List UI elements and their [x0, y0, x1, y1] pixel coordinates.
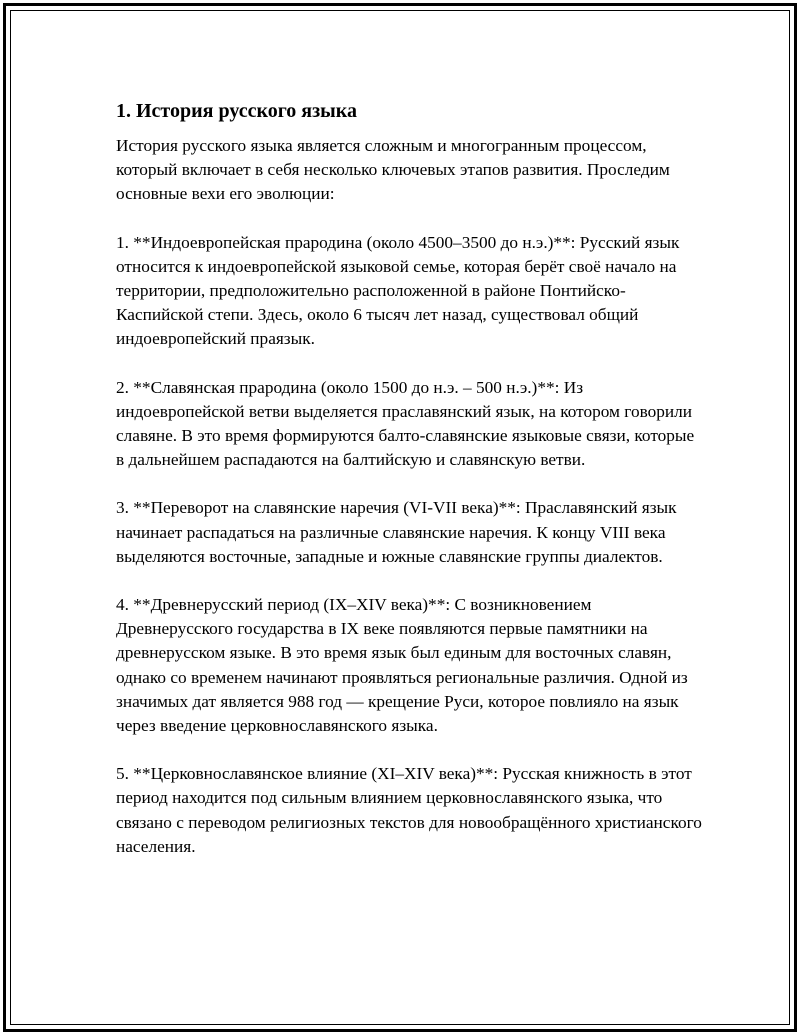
document-page — [3, 3, 797, 1032]
list-item-church-slavonic: 5. **Церковнославянское влияние (XI–XIV века)**: Русская книжность в этот период находится под сильным влиянием церковнославянского языка, что связано с переводом религиозных текстов для новообращённого христианского населения. — [116, 764, 702, 856]
list-item-old-russian: 4. **Древнерусский период (IX–XIV века)**: С возникновением Древнерусского государства в IX веке появляются первые памятники на древнерусском языке. В это время язык был единым для восточных славян, однако со временем начинают проявляться региональные различия. Одной из значимых дат является 988 год — крещение Руси, которое повлияло на язык через введение церковнославянского языка. — [116, 595, 688, 736]
list-item-slavic-homeland: 2. **Славянская прародина (около 1500 до н.э. – 500 н.э.)**: Из индоевропейской ветви выделяется праславянский язык, на котором говорили славяне. В это время формируются балто-славянские языковые связи, которые в дальнейшем распадаются на балтийскую и славянскую ветви. — [116, 377, 695, 470]
section-heading: 1. История русского языка — [116, 100, 357, 122]
document-body — [116, 99, 706, 883]
list-item-indo-european: 1. **Индоевропейская прародина (около 4500–3500 до н.э.)**: Русский язык относится к индоевропейской языковой семье, которая берёт своё начало на территории, предположительно расположенной в районе Понтийско-Каспийской степи. Здесь, около 6 тысяч лет назад, существовал общий индоевропейский праязык. — [116, 232, 680, 349]
intro-paragraph: История русского языка является сложным и многогранным процессом, который включает в себя несколько ключевых этапов развития. Проследим основные вехи его эволюции: — [116, 136, 670, 204]
list-item-slavic-dialects: 3. **Переворот на славянские наречия (VI-VII века)**: Праславянский язык начинает распадаться на различные славянские наречия. К концу VIII века выделяются восточные, западные и южные славянские группы диалектов. — [116, 498, 677, 566]
